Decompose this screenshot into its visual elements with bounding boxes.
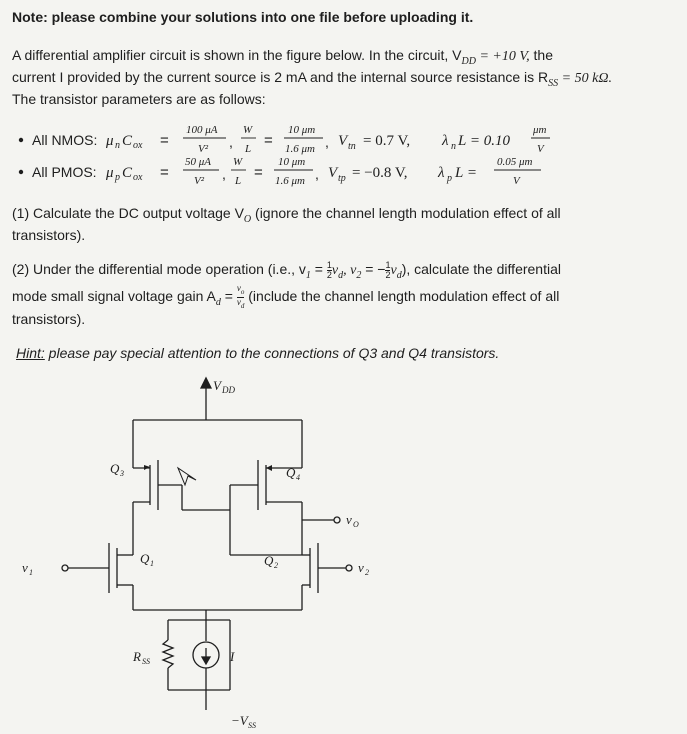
pmos-vt-sub: tp <box>338 173 346 184</box>
nmos-lambda-den: V <box>537 143 544 155</box>
nmos-vt-sub: tn <box>348 141 356 152</box>
vo-label: v <box>346 512 352 527</box>
svg-text:SS: SS <box>248 721 256 730</box>
nmos-k-den: V² <box>198 143 209 155</box>
nmos-lambda: λ <box>442 133 449 149</box>
question-2-line-3: transistors). <box>12 311 86 327</box>
nmos-lambda-num: μm <box>533 124 547 136</box>
pmos-lambda: λ <box>438 165 445 181</box>
pmos-wl-num: 10 μm <box>278 156 306 168</box>
svg-text:2: 2 <box>274 561 278 570</box>
nmos-wl-num: 10 μm <box>288 124 316 136</box>
q2-label: Q <box>264 553 274 568</box>
pmos-lambda-sub: p <box>447 173 452 184</box>
vss-label: −V <box>231 713 248 728</box>
pmos-mu-sub: p <box>115 172 120 183</box>
pmos-label: All PMOS: <box>32 164 97 180</box>
svg-text:,: , <box>315 166 319 182</box>
pmos-wl-den: 1.6 μm <box>275 175 305 187</box>
question-1-line-1: (1) Calculate the DC output voltage $V_O$ (ignore the channel length modulation effect of all <box>12 205 561 225</box>
nmos-wl-den: 1.6 μm <box>285 143 315 155</box>
svg-text:SS: SS <box>142 657 150 666</box>
svg-text:3: 3 <box>120 469 124 478</box>
nmos-lambda-sub: n <box>451 141 456 152</box>
nmos-mu: μ <box>106 133 114 149</box>
note-text: Note: please combine your solutions into one file before uploading it. <box>12 9 474 25</box>
svg-text:=: = <box>160 164 169 181</box>
question-2-line-2: mode small signal voltage gain $A_d$ = $\frac{v_o}{v_d}$ (include the channel length modulation effect of all <box>12 283 560 310</box>
pmos-lambda-num: 0.05 μm <box>497 156 533 168</box>
svg-text:=: = <box>264 132 273 149</box>
svg-text:2: 2 <box>365 568 369 577</box>
q3-label: Q <box>110 461 120 476</box>
nmos-k-num: 100 μA <box>186 124 218 136</box>
pmos-cox-sub: ox <box>133 172 143 183</box>
nmos-eq-1: = <box>160 132 169 149</box>
intro-line-3: The transistor parameters are as follows: <box>12 91 266 107</box>
q1-label: Q <box>140 551 150 566</box>
pmos-l: L <box>235 175 242 187</box>
svg-text:,: , <box>325 134 329 150</box>
nmos-cox: C <box>122 133 133 149</box>
half-num-2: 1 <box>385 259 391 270</box>
nmos-l: L <box>245 143 252 155</box>
svg-text:DD: DD <box>222 385 235 395</box>
pmos-k-den: V² <box>194 175 205 187</box>
nmos-vt-val: = 0.7 V, <box>363 133 411 149</box>
current-label: I <box>230 649 235 664</box>
svg-text:1: 1 <box>29 568 33 577</box>
pmos-w: W <box>233 156 243 168</box>
vdd-label: V <box>213 378 221 393</box>
question-2-line-1: (2) Under the differential mode operation (i.e., $v_1$ = $\frac{1}{2}$ $v_d$, $v_2$ = − $\frac{1}{2}$ $v_d$), calculate the differential <box>12 259 561 281</box>
nmos-cox-sub: ox <box>133 140 143 151</box>
pmos-lambda-val: L = <box>455 165 477 181</box>
svg-text:W: W <box>243 124 253 136</box>
pmos-mu: μ <box>106 165 114 181</box>
v1-label: v <box>22 560 28 575</box>
question-1-line-2: transistors). <box>12 227 86 243</box>
nmos-mu-sub: n <box>115 140 120 151</box>
nmos-label: All NMOS: <box>32 132 98 148</box>
svg-text:O: O <box>353 520 359 529</box>
pmos-vt: V <box>328 165 338 181</box>
intro-line-2: current I provided by the current source is 2 mA and the internal source resistance is $R_{SS} = 50$ kΩ. <box>12 69 612 89</box>
pmos-cox: C <box>122 165 133 181</box>
svg-text:1: 1 <box>150 559 154 568</box>
pmos-lambda-den: V <box>513 175 520 187</box>
pmos-k-num: 50 μA <box>185 156 211 168</box>
svg-text:,: , <box>222 166 226 182</box>
q4-label: Q <box>286 465 296 480</box>
nmos-vt: V <box>338 133 348 149</box>
half-den-2: 2 <box>385 269 391 280</box>
nmos-lambda-val: L = 0.10 <box>458 133 510 149</box>
svg-text:,: , <box>229 134 233 150</box>
rss-label: R <box>133 649 141 664</box>
intro-line-1: A differential amplifier circuit is shown in the figure below. In the circuit, $V_{DD} = +10$ V, the <box>12 47 553 67</box>
pmos-vt-val: = −0.8 V, <box>352 165 408 181</box>
v2-label: v <box>358 560 364 575</box>
svg-text:4: 4 <box>296 473 300 482</box>
hint-text: Hint: please pay special attention to the connections of Q3 and Q4 transistors. <box>16 345 500 361</box>
svg-text:=: = <box>254 164 263 181</box>
